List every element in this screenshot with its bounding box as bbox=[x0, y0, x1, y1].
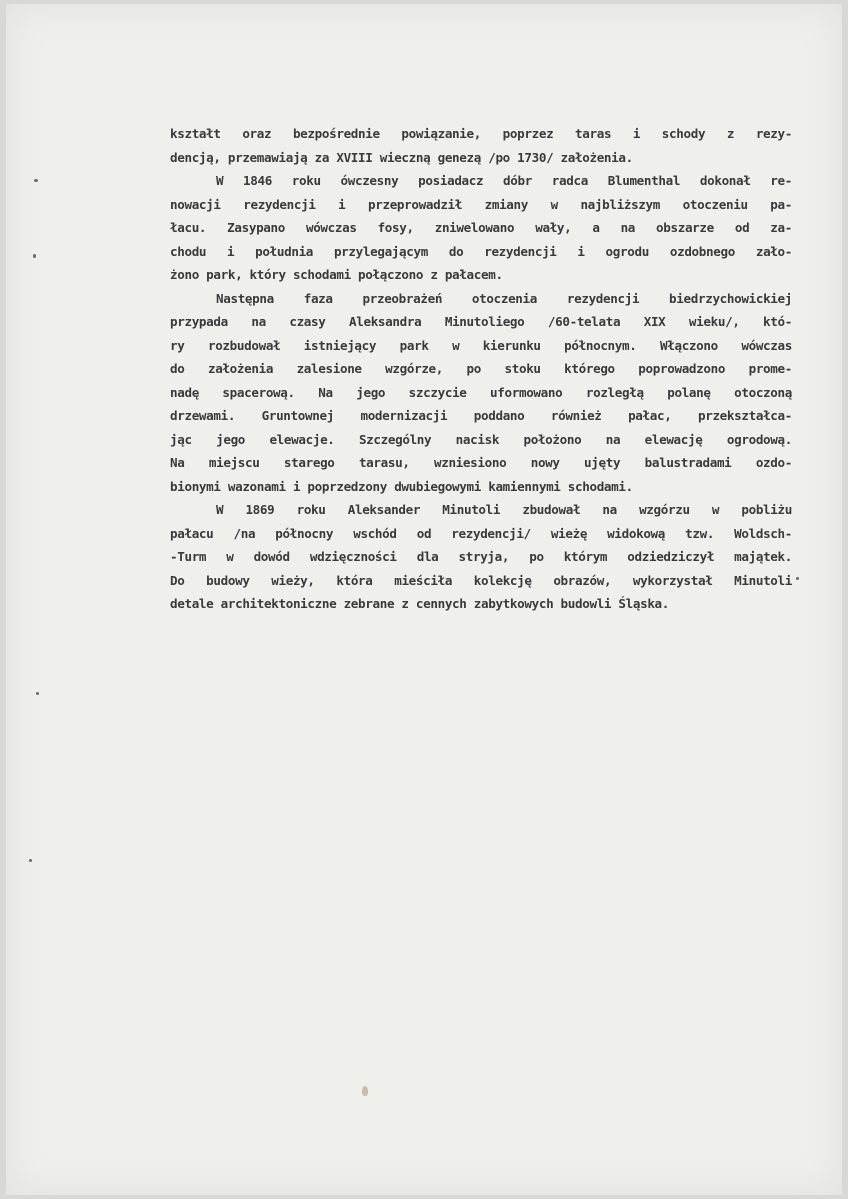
text-line: kształt oraz bezpośrednie powiązanie, poprzez taras i schody z rezy- bbox=[170, 126, 792, 141]
text-line: jąc jego elewacje. Szczególny nacisk położono na elewację ogrodową. bbox=[170, 431, 792, 447]
text-line: Na miejscu starego tarasu, wzniesiono nowy ujęty balustradami ozdo- bbox=[170, 455, 792, 470]
text-line: bionymi wazonami i poprzedzony dwubiegowymi kamiennymi schodami. bbox=[170, 478, 633, 494]
text-line: łacu. Zasypano wówczas fosy, zniwelowano wały, a na obszarze od za- bbox=[170, 220, 792, 235]
text-line: W 1869 roku Aleksander Minutoli zbudował na wzgórzu w pobliżu bbox=[216, 502, 792, 517]
margin-dot bbox=[29, 859, 32, 862]
margin-dot bbox=[36, 692, 39, 695]
text-line: Następna faza przeobrażeń otoczenia rezydencji biedrzychowickiej bbox=[216, 290, 792, 306]
text-line: -Turm w dowód wdzięczności dla stryja, po którym odziedziczył majątek. bbox=[170, 549, 792, 564]
text-line: ry rozbudował istniejący park w kierunku północnym. Włączono wówczas bbox=[170, 337, 792, 353]
text-line: W 1846 roku ówczesny posiadacz dóbr radca Blumenthal dokonał re- bbox=[216, 173, 792, 188]
text-line: nadę spacerową. Na jego szczycie uformowano rozległą polanę otoczoną bbox=[170, 384, 792, 400]
body-text bbox=[170, 122, 792, 616]
margin-dot bbox=[33, 254, 36, 258]
text-line: Do budowy wieży, która mieściła kolekcję obrazów, wykorzystał Minutoli bbox=[170, 572, 792, 588]
text-line: nowacji rezydencji i przeprowadził zmiany w najbliższym otoczeniu pa- bbox=[170, 196, 792, 212]
paper-stain bbox=[362, 1086, 368, 1096]
text-line: detale architektoniczne zebrane z cennych zabytkowych budowli Śląska. bbox=[170, 596, 670, 611]
document-page bbox=[6, 4, 842, 1195]
margin-dot bbox=[796, 577, 799, 580]
text-line: drzewami. Gruntownej modernizacji poddano również pałac, przekształca- bbox=[170, 408, 792, 423]
text-line: chodu i południa przylegającym do rezydencji i ogrodu ozdobnego zało- bbox=[170, 243, 792, 259]
text-line: do założenia zalesione wzgórze, po stoku którego poprowadzono prome- bbox=[170, 361, 792, 376]
text-line: pałacu /na północny wschód od rezydencji/ wieżę widokową tzw. Woldsch- bbox=[170, 525, 792, 541]
margin-dot bbox=[34, 179, 38, 182]
text-line: żono park, który schodami połączono z pałacem. bbox=[170, 267, 503, 282]
text-line: przypada na czasy Aleksandra Minutoliego /60-telata XIX wieku/, któ- bbox=[170, 314, 792, 329]
text-line: dencją, przemawiają za XVIII wieczną genezą /po 1730/ założenia. bbox=[170, 149, 633, 165]
